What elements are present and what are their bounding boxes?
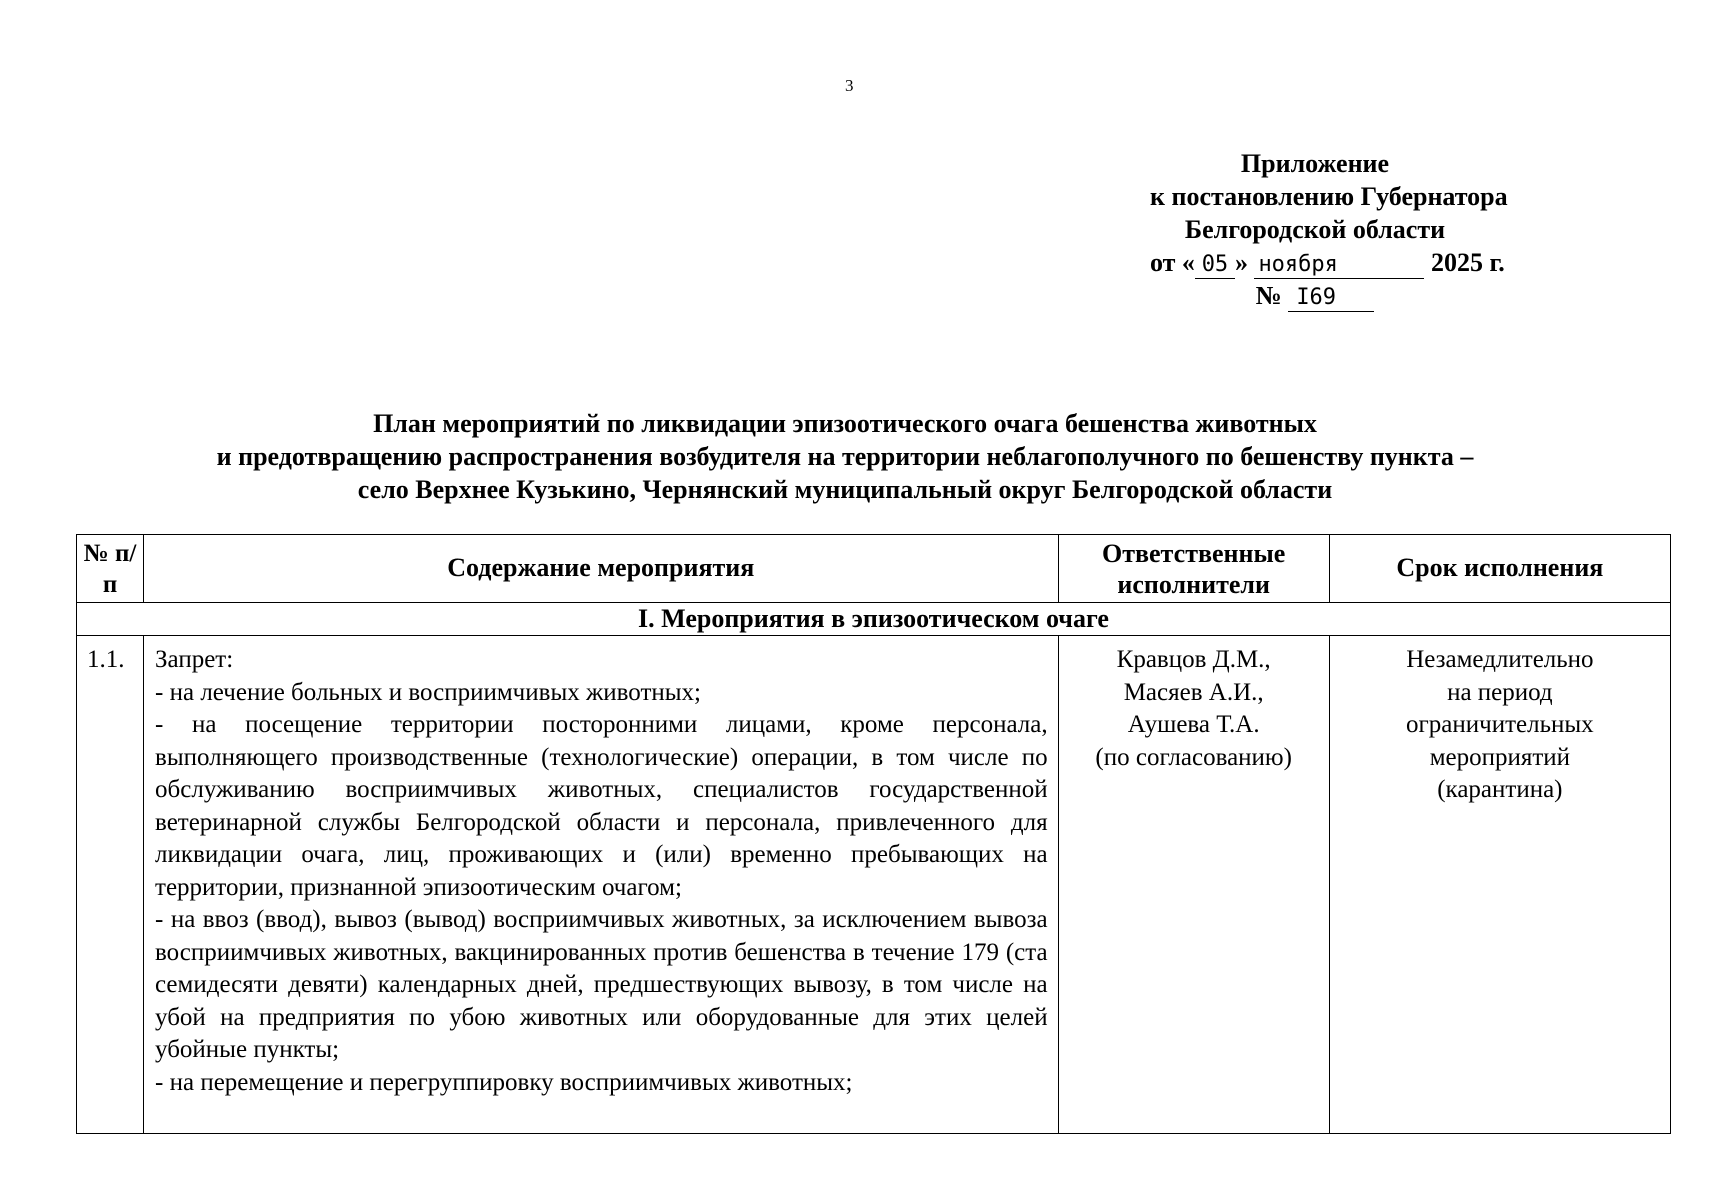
content-line: - на посещение территории посторонними лицами, кроме персонала, выполняющего производственные (технологические) операции, в том числе по обслуживанию восприимчивых животных, специалистов государственной ветеринарной службы Белгородской области и персонала, привлеченного для ликвидации очага, лиц, проживающих и (или) временно пребывающих на территории, признанной эпизоотическим очагом;	[155, 711, 1048, 901]
term-line: Незамедлительно	[1406, 646, 1594, 673]
header-num: № п/п	[77, 535, 144, 603]
plan-title-line-3: село Верхнее Кузькино, Чернянский муниципальный округ Белгородской области	[357, 475, 1333, 504]
plan-title-line-1: План мероприятий по ликвидации эпизоотического очага бешенства животных	[373, 409, 1317, 438]
date-year: 2025 г.	[1430, 248, 1505, 277]
measures-table	[76, 534, 1671, 1134]
row-num: 1.1.	[77, 636, 144, 1134]
content-line: - на ввоз (ввод), вывоз (вывод) восприимчивых животных, за исключением вывоза восприимчивых животных, вакцинированных против бешенства в течение 179 (ста семидесяти девяти) календарных дней, предшествующих вывозу, в том числе на убой на предприятия по убою животных или оборудованные для этих целей убойные пункты;	[155, 906, 1048, 1063]
date-mid: »	[1234, 248, 1248, 277]
plan-title	[120, 407, 1570, 506]
header-content: Содержание мероприятия	[144, 535, 1059, 603]
appendix-block	[1150, 147, 1508, 312]
row-term	[1329, 636, 1670, 1134]
section-row	[77, 603, 1671, 636]
page-number: 3	[845, 76, 854, 95]
responsible-line: Аушева Т.А.	[1127, 711, 1260, 738]
term-line: (карантина)	[1437, 776, 1563, 803]
content-line: - на лечение больных и восприимчивых животных;	[155, 678, 701, 706]
responsible-line: Масяев А.И.,	[1123, 678, 1264, 706]
date-month: ноября	[1254, 252, 1424, 279]
appendix-title: Приложение	[1240, 149, 1390, 178]
header-term: Срок исполнения	[1329, 535, 1670, 603]
number-value: I69	[1288, 285, 1374, 312]
plan-title-line-2: и предотвращению распространения возбудителя на территории неблагополучного по бешенству пункта –	[216, 442, 1474, 471]
responsible-line: (по согласованию)	[1095, 743, 1292, 771]
table-header-row	[77, 535, 1671, 603]
table-row	[77, 636, 1671, 1134]
date-day: 05	[1195, 252, 1235, 279]
header-responsible: Ответственные исполнители	[1058, 535, 1329, 603]
term-line: на период	[1447, 678, 1553, 706]
appendix-line-3: Белгородской области	[1184, 215, 1446, 244]
row-responsible	[1058, 636, 1329, 1134]
appendix-line-2: к постановлению Губернатора	[1150, 182, 1508, 211]
content-line: Запрет:	[155, 646, 234, 673]
appendix-date	[1150, 246, 1505, 279]
term-line: мероприятий	[1429, 743, 1571, 771]
content-line: - на перемещение и перегруппировку восприимчивых животных;	[155, 1068, 853, 1096]
appendix-number	[1150, 279, 1480, 312]
date-prefix: от «	[1150, 248, 1195, 277]
section-title: I. Мероприятия в эпизоотическом очаге	[77, 603, 1671, 636]
responsible-line: Кравцов Д.М.,	[1116, 646, 1271, 673]
term-line: ограничительных	[1406, 711, 1594, 738]
number-prefix: №	[1255, 281, 1282, 310]
row-content	[144, 636, 1059, 1134]
